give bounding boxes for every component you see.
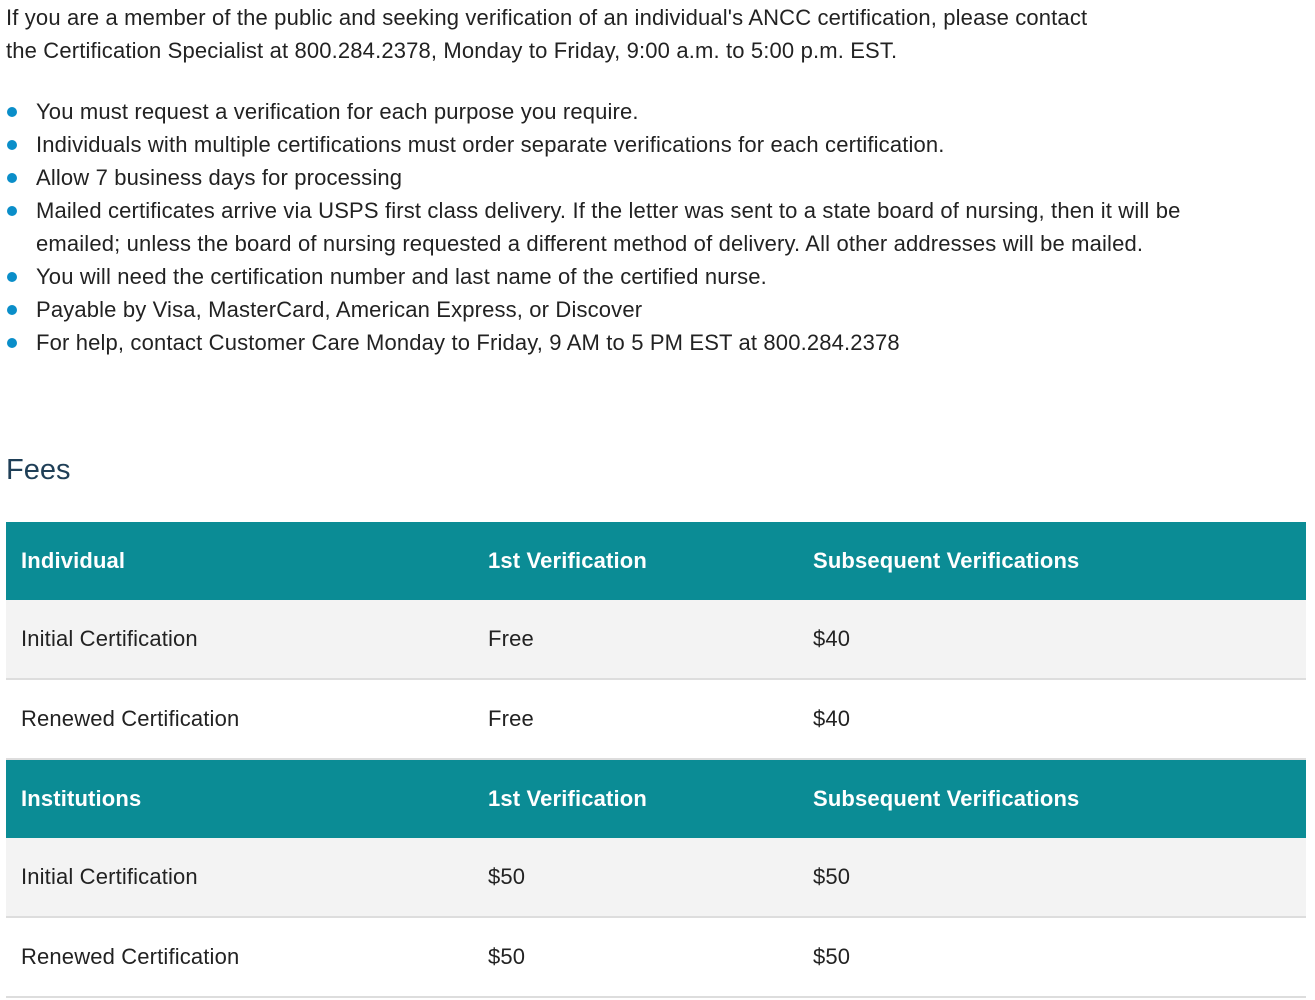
intro-line: the Certification Specialist at 800.284.2378, Monday to Friday, 9:00 a.m. to 5:00 p.m. EST. [6, 38, 898, 63]
list-item [6, 161, 1306, 194]
list-item [6, 293, 1306, 326]
header-cell: Individual [6, 522, 473, 600]
list-item-text: You must request a verification for each purpose you require. [36, 99, 639, 124]
header-cell: 1st Verification [473, 759, 798, 838]
list-item [6, 128, 1306, 161]
list-item-text: Payable by Visa, MasterCard, American Express, or Discover [36, 297, 643, 322]
page-content [6, 0, 1306, 359]
list-item-text: Individuals with multiple certifications must order separate verifications for each certification. [36, 132, 945, 157]
table-cell: $50 [798, 917, 1306, 997]
bullet-icon [7, 107, 17, 117]
bullet-icon [7, 206, 17, 216]
bullet-icon [7, 272, 17, 282]
header-cell: Institutions [6, 759, 473, 838]
list-item [6, 326, 1306, 359]
list-item-text: For help, contact Customer Care Monday to Friday, 9 AM to 5 PM EST at 800.284.2378 [36, 330, 900, 355]
table-cell: Free [473, 679, 798, 759]
table-cell: $50 [473, 838, 798, 917]
bullet-icon [7, 305, 17, 315]
bullet-icon [7, 173, 17, 183]
table-cell: Initial Certification [6, 838, 473, 917]
list-item [6, 260, 1306, 293]
header-cell: Subsequent Verifications [798, 759, 1306, 838]
table-cell: $40 [798, 679, 1306, 759]
table-header-row [6, 522, 1306, 600]
table-cell: Free [473, 600, 798, 679]
fees-heading: Fees [6, 454, 71, 486]
table-cell: Renewed Certification [6, 679, 473, 759]
list-item-text: Mailed certificates arrive via USPS first class delivery. If the letter was sent to a state board of nursing, then it will be [36, 198, 1181, 223]
table-row [6, 838, 1306, 917]
table-row [6, 600, 1306, 679]
intro-line: If you are a member of the public and seeking verification of an individual's ANCC certification, please contact [6, 5, 1088, 30]
header-cell: 1st Verification [473, 522, 798, 600]
list-item [6, 194, 1306, 260]
fees-table [6, 522, 1306, 998]
table-cell: $50 [798, 838, 1306, 917]
list-item-text: emailed; unless the board of nursing requested a different method of delivery. All other addresses will be mailed. [36, 231, 1144, 256]
list-item-text: You will need the certification number and last name of the certified nurse. [36, 264, 767, 289]
table-cell: Renewed Certification [6, 917, 473, 997]
bullet-icon [7, 140, 17, 150]
list-item-text: Allow 7 business days for processing [36, 165, 403, 190]
table-cell: $40 [798, 600, 1306, 679]
list-item [6, 95, 1306, 128]
table-row [6, 679, 1306, 759]
header-cell: Subsequent Verifications [798, 522, 1306, 600]
intro-paragraph [6, 0, 1306, 67]
table-header-row [6, 759, 1306, 838]
table-cell: Initial Certification [6, 600, 473, 679]
bullet-icon [7, 338, 17, 348]
requirements-list [6, 95, 1306, 359]
table-cell: $50 [473, 917, 798, 997]
table-row [6, 917, 1306, 997]
